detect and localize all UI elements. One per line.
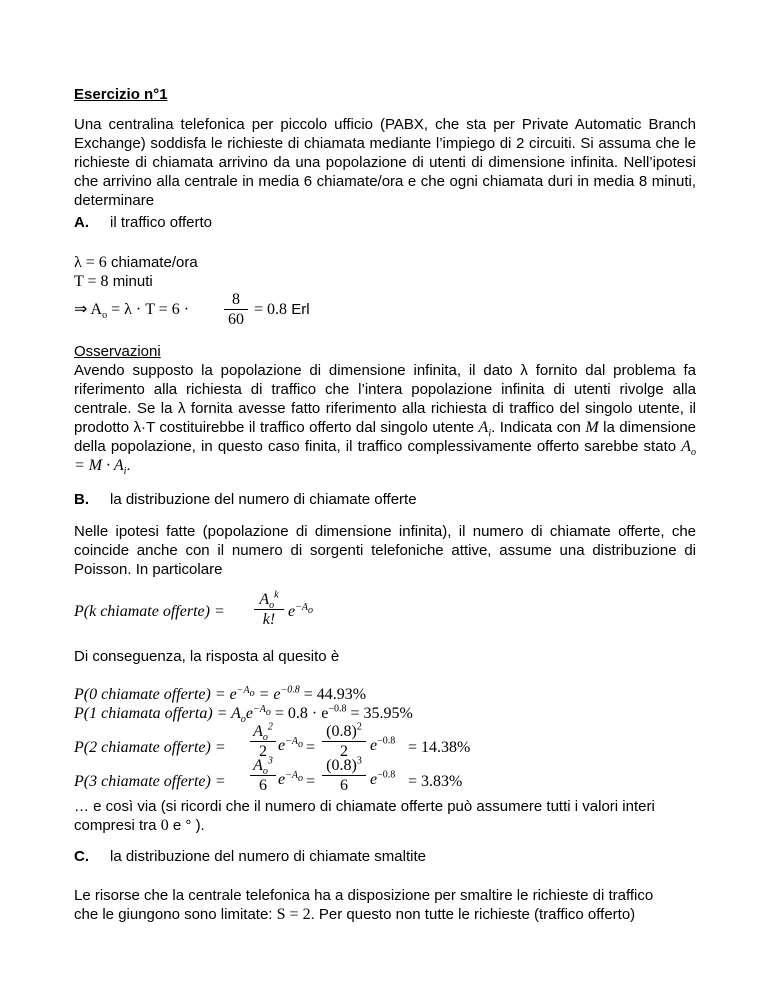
document-page (74, 0, 696, 994)
equals-sign: = (306, 739, 316, 756)
observations-text: . Indicata con (491, 419, 581, 436)
p3-fraction-2: $\frac{(0.8)^3}{6}$ (322, 756, 366, 795)
equals-sign: = (306, 773, 316, 790)
ai-symbol: $A_i$ (478, 419, 492, 440)
offered-traffic-formula (74, 300, 190, 322)
p3-fraction-1: $\frac{A_o^3}{6}$ (250, 756, 276, 795)
p0-rest: = $e^{-0.8}$ (258, 684, 300, 703)
poisson-denominator: k! (254, 609, 284, 629)
p2-fraction-2: $\frac{(0.8)^2}{2}$ (322, 722, 366, 761)
exercise-title: Esercizio n°1 (74, 86, 168, 103)
t-line (74, 272, 153, 291)
poisson-lhs-text: P(k chiamate offerte) (74, 603, 210, 620)
p2-lhs: P(2 chiamate offerte) = (74, 739, 226, 756)
section-c-line-1: Le risorse che la centrale telefonica ha a disposizione per smaltire le richieste di traffico (74, 887, 654, 904)
closing-line-2: compresi tra 0 e ° ). (74, 817, 205, 834)
poisson-numerator: $A_o^k$ (259, 589, 279, 612)
offered-traffic-result (254, 300, 310, 319)
formula-sub: o (102, 310, 108, 322)
p3-lhs: P(3 chiamate offerte) = (74, 773, 226, 790)
consequence-text: Di conseguenza, la risposta al quesito è (74, 648, 340, 665)
closing-line-1: … e così via (si ricordi che il numero di chiamate offerte può assumere tutti i valori interi (74, 798, 655, 815)
section-b-heading (74, 490, 417, 509)
fraction-numerator: 8 (232, 291, 240, 308)
section-title: la distribuzione del numero di chiamate offerte (110, 491, 417, 508)
equals-sign: = (213, 603, 225, 620)
section-letter: A. (74, 214, 89, 231)
lambda-line (74, 253, 198, 272)
section-c-line-2: che le giungono sono limitate: S = 2. Per questo non tutte le richieste (traffico offerto) (74, 906, 636, 923)
p3-exp-2: $e^{-0.8}$ (370, 769, 396, 788)
fraction-denominator: 60 (224, 309, 248, 329)
intro-paragraph: Una centralina telefonica per piccolo ufficio (PABX, che sta per Private Automatic Branch Exchange) soddisfa le richieste di chiamata mediante l’impiego di 2 circuiti. Si assuma che le richieste di chiamata arrivino da una popolazione di utenti di dimensione infinita. Nell’ipotesi che arrivino alla centrale in media 6 chiamate/ora e che ogni chiamata duri in media 8 minuti, determinare (74, 116, 696, 209)
section-letter: C. (74, 848, 89, 865)
p2-exp-2: $e^{-0.8}$ (370, 735, 396, 754)
poisson-paragraph: Nelle ipotesi fatte (popolazione di dimensione infinita), il numero di chiamate offerte, che coincide anche con il numero di sorgenti telefoniche attive, assume una distribuzione di Poisson. In particolare (74, 523, 696, 578)
observations-title: Osservazioni (74, 343, 161, 360)
p0-rhs: = $e^{-A_o}$ (214, 684, 255, 703)
result-unit: Erl (291, 301, 310, 318)
section-letter: B. (74, 491, 89, 508)
poisson-lhs (74, 602, 225, 621)
p1-rest: = $0.8 \cdot e^{-0.8}$ (274, 703, 347, 722)
section-a-heading (74, 213, 212, 232)
observations-text: Avendo supposto la popolazione di dimensione infinita, il dato λ fornito dal problema fa riferimento alla richiesta di traffico che l’intera popolazione infinita di utenti rivolge alla centrale. Se la λ fornita avesse fatto riferimento alla richiesta di traffico del singolo utente, il prodotto λ·T costituirebbe il traffico offerto dal singolo utente (74, 362, 696, 436)
poisson-fraction (254, 590, 284, 629)
p3-exp-1: $e^{-A_o}$ (278, 769, 303, 788)
formula-mid: = λ · T = 6 · (107, 301, 190, 318)
section-title: la distribuzione del numero di chiamate smaltite (110, 848, 426, 865)
m-symbol: M (585, 419, 599, 436)
p2-value: = 14.38% (408, 739, 471, 756)
p0-lhs: P(0 chiamate offerte) (74, 686, 211, 703)
p1-rhs: = $A_oe^{-A_o}$ (216, 703, 271, 726)
formula-lhs: ⇒ A (74, 301, 103, 318)
period: . (126, 457, 131, 474)
p3-value: = 3.83% (408, 773, 463, 790)
p2-fraction-1: $\frac{A_o^2}{2}$ (250, 722, 276, 761)
p1-line (74, 703, 413, 726)
t-unit: minuti (112, 273, 153, 290)
p2-exp-1: $e^{-A_o}$ (278, 735, 303, 754)
total-traffic-formula: $A_o = M \cdot A_i$ (74, 438, 696, 478)
p1-lhs: P(1 chiamata offerta) (74, 705, 213, 722)
lambda-formula: λ = 6 (74, 254, 107, 271)
section-title: il traffico offerto (110, 214, 212, 231)
p1-value: = 35.95% (350, 705, 413, 722)
poisson-exp: $e^{-A_o}$ (288, 601, 313, 620)
t-formula: T = 8 (74, 273, 109, 290)
observations-paragraph (74, 361, 697, 478)
observations-text: la dimensione della popolazione, in questo caso finita, il traffico complessivamente offerto sarebbe stato (74, 419, 697, 455)
p0-line (74, 685, 366, 704)
result-value: = 0.8 (254, 301, 288, 318)
p0-value: = 44.93% (303, 686, 367, 703)
lambda-unit: chiamate/ora (110, 254, 198, 271)
section-c-heading (74, 847, 426, 866)
fraction-8-60 (224, 290, 248, 329)
